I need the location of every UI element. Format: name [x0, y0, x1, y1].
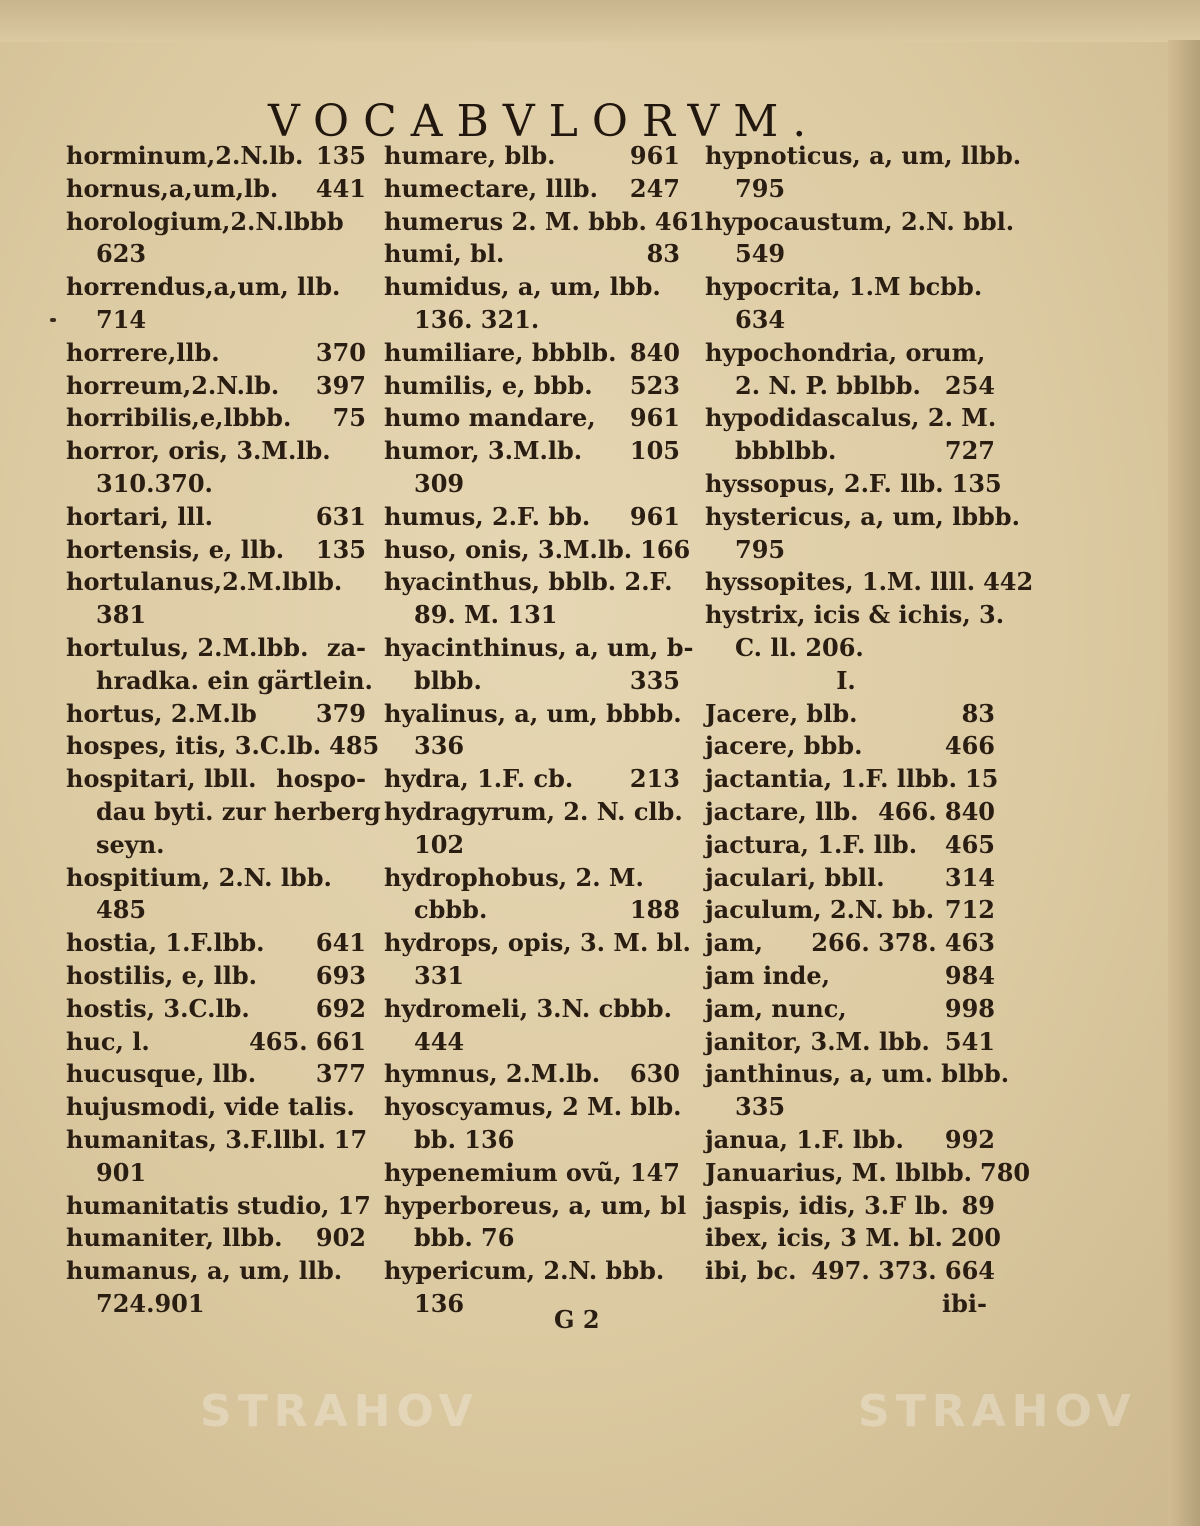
page-top-edge	[0, 0, 1200, 42]
index-entry	[705, 1124, 995, 1157]
entry-page-ref: 213	[629, 764, 680, 794]
entry-term: humor, 3.M.lb.	[384, 436, 583, 466]
entry-term: hospitium, 2.N. lbb.	[66, 862, 332, 892]
index-entry	[384, 1058, 680, 1091]
index-entry	[384, 894, 680, 927]
entry-term: 309	[414, 468, 465, 498]
entry-term: 331	[414, 960, 465, 990]
entry-term: 485	[96, 895, 147, 925]
entry-term: huc, l.	[66, 1026, 150, 1056]
index-entry	[66, 271, 366, 304]
entry-term: hypericum, 2.N. bbb.	[384, 1256, 665, 1286]
entry-page-ref: 727	[944, 436, 995, 466]
index-entry	[705, 534, 995, 567]
index-entry	[705, 665, 995, 698]
index-entry	[705, 894, 995, 927]
entry-term: humaniter, llbb.	[66, 1223, 283, 1253]
entry-term: hypenemium ovũ,	[384, 1157, 622, 1187]
entry-page-ref: 15	[964, 764, 999, 794]
entry-term: Jacere, blb.	[705, 698, 858, 728]
entry-page-ref: 465	[944, 829, 995, 859]
entry-term: janitor, 3.M. lbb.	[705, 1026, 930, 1056]
index-entry	[66, 173, 366, 206]
entry-term: horror, oris, 3.M.lb.	[66, 436, 331, 466]
index-entry	[705, 238, 995, 271]
entry-page-ref: 641	[315, 928, 366, 958]
index-entry	[705, 304, 995, 337]
entry-page-ref: za-	[326, 632, 366, 662]
signature-mark: G 2	[554, 1305, 600, 1334]
entry-term: horrendus,a,um, llb.	[66, 272, 341, 302]
entry-page-ref: 466	[944, 731, 995, 761]
index-entry	[66, 370, 366, 403]
entry-term: hortus, 2.M.lb	[66, 698, 257, 728]
entry-page-ref: 379	[315, 698, 366, 728]
index-entry	[66, 1124, 366, 1157]
index-entry	[384, 927, 691, 960]
entry-term: 89. M. 131	[414, 600, 558, 630]
index-entry	[384, 632, 694, 665]
entry-term: 623	[96, 239, 147, 269]
index-entry	[384, 665, 680, 698]
index-entry	[705, 1288, 995, 1321]
index-entry	[705, 1026, 995, 1059]
entry-term: janthinus, a, um. blbb.	[705, 1059, 1010, 1089]
entry-page-ref: 135	[315, 141, 366, 170]
entry-term: hyacinthinus, a, um, b-	[384, 632, 694, 662]
entry-term: hyoscyamus, 2 M. blb.	[384, 1092, 682, 1122]
entry-term: hucusque, llb.	[66, 1059, 257, 1089]
entry-term: horminum,2.N.lb.	[66, 141, 304, 170]
index-entry	[66, 698, 366, 731]
index-entry	[384, 206, 706, 239]
index-entry	[384, 402, 680, 435]
index-entry	[384, 698, 680, 731]
entry-term: hydrophobus, 2. M.	[384, 862, 644, 892]
entry-page-ref: 314	[944, 862, 995, 892]
entry-page-ref: 254	[944, 370, 995, 400]
entry-term: hypochondria, orum,	[705, 337, 986, 367]
entry-term: ibex, icis, 3 M. bl.	[705, 1223, 943, 1253]
index-entry	[384, 271, 680, 304]
index-entry	[66, 238, 366, 271]
index-entry	[66, 665, 373, 698]
index-entry	[705, 501, 1020, 534]
index-entry	[66, 1058, 366, 1091]
index-entry	[384, 599, 680, 632]
running-head-title: VOCABVLORVM.	[268, 96, 821, 147]
entry-term: hystericus, a, um, lbbb.	[705, 501, 1020, 531]
index-entry	[66, 1026, 366, 1059]
entry-page-ref: 631	[315, 501, 366, 531]
entry-page-ref: 83	[961, 698, 995, 728]
entry-page-ref: 712	[944, 895, 995, 925]
index-entry	[66, 304, 366, 337]
index-entry	[384, 304, 680, 337]
entry-page-ref: 465. 661	[249, 1026, 366, 1056]
index-entry	[384, 173, 680, 206]
entry-page-ref: 961	[629, 141, 680, 170]
index-entry	[384, 337, 680, 370]
entry-term: horologium,2.N.lbbb	[66, 206, 344, 236]
entry-page-ref: 998	[944, 993, 995, 1023]
entry-term: ibi-	[942, 1288, 987, 1318]
index-entry	[705, 927, 995, 960]
index-entry	[705, 1091, 995, 1124]
entry-term: hortulus, 2.M.lbb.	[66, 632, 309, 662]
entry-term: hyalinus, a, um, bbbb.	[384, 698, 682, 728]
entry-term: jam inde,	[705, 960, 830, 990]
index-entry	[66, 402, 366, 435]
entry-term: hospes, itis, 3.C.lb.	[66, 731, 322, 761]
entry-term: humanus, a, um, llb.	[66, 1256, 343, 1286]
entry-term: 136. 321.	[414, 304, 540, 334]
entry-term: huso, onis, 3.M.lb.	[384, 534, 633, 564]
entry-page-ref: 147	[629, 1157, 680, 1187]
index-entry	[66, 927, 366, 960]
index-entry	[66, 1288, 366, 1321]
entry-term: bbblbb.	[735, 436, 837, 466]
entry-term: hradka. ein gärtlein.	[96, 665, 373, 695]
entry-term: hyssopites, 1.M. llll.	[705, 567, 976, 597]
index-entry	[66, 862, 366, 895]
entry-page-ref: 377	[315, 1059, 366, 1089]
entry-page-ref: 266. 378. 463	[811, 928, 995, 958]
entry-term: C. ll. 206.	[735, 632, 864, 662]
index-entry	[66, 730, 380, 763]
entry-page-ref: 247	[629, 173, 680, 203]
entry-page-ref: 83	[646, 239, 680, 269]
index-entry	[705, 796, 995, 829]
entry-term: hospitari, lbll.	[66, 764, 257, 794]
index-entry	[705, 1190, 995, 1223]
index-entry	[384, 566, 680, 599]
entry-term: bbb. 76	[414, 1223, 515, 1253]
index-entry	[384, 1255, 680, 1288]
entry-term: 136	[414, 1288, 465, 1318]
entry-page-ref: 135	[951, 468, 1002, 498]
entry-term: janua, 1.F. lbb.	[705, 1124, 904, 1154]
entry-page-ref: 200	[950, 1223, 1001, 1253]
index-entry	[66, 1255, 366, 1288]
entry-page-ref: 780	[980, 1157, 1031, 1187]
entry-term: 901	[96, 1157, 147, 1187]
index-entry	[66, 1157, 366, 1190]
entry-term: hypodidascalus, 2. M.	[705, 403, 997, 433]
index-entry	[705, 698, 995, 731]
index-entry	[66, 829, 366, 862]
index-entry	[384, 1091, 680, 1124]
entry-term: hystrix, icis & ichis, 3.	[705, 600, 1005, 630]
index-entry	[705, 1058, 1010, 1091]
index-entry	[384, 763, 680, 796]
ink-speck	[50, 318, 56, 322]
index-entry	[66, 468, 366, 501]
entry-term: seyn.	[96, 829, 165, 859]
entry-term: humanitas, 3.F.llbl.	[66, 1124, 326, 1154]
entry-term: horribilis,e,lbbb.	[66, 403, 292, 433]
index-entry	[384, 829, 680, 862]
entry-term: humidus, a, um, lbb.	[384, 272, 661, 302]
entry-term: 2. N. P. bblbb.	[735, 370, 921, 400]
entry-term: dau byti. zur herberg	[96, 796, 381, 826]
page-right-edge	[1168, 40, 1200, 1526]
index-entry	[66, 1190, 371, 1223]
index-entry	[384, 1222, 680, 1255]
index-entry	[705, 271, 995, 304]
entry-term: 310.370.	[96, 468, 213, 498]
index-entry	[66, 435, 366, 468]
index-entry	[66, 960, 366, 993]
index-entry	[384, 730, 680, 763]
index-entry	[705, 632, 995, 665]
index-entry	[66, 206, 366, 239]
entry-term: horrere,llb.	[66, 337, 220, 367]
entry-term: blbb.	[414, 665, 482, 695]
index-entry	[66, 534, 366, 567]
index-entry	[705, 370, 995, 403]
entry-term: jactura, 1.F. llb.	[705, 829, 918, 859]
entry-term: hornus,a,um,lb.	[66, 173, 279, 203]
entry-term: I.	[836, 665, 856, 695]
entry-term: jaspis, idis, 3.F lb.	[705, 1190, 949, 1220]
index-entry	[705, 402, 995, 435]
entry-term: 724.901	[96, 1288, 205, 1318]
entry-term: hyperboreus, a, um, bl	[384, 1190, 687, 1220]
index-entry	[705, 993, 995, 1026]
entry-page-ref: 692	[315, 993, 366, 1023]
index-entry	[384, 501, 680, 534]
entry-term: humerus 2. M. bbb.	[384, 206, 647, 236]
index-entry	[66, 796, 381, 829]
entry-term: 336	[414, 731, 465, 761]
index-entry	[705, 435, 995, 468]
index-entry	[705, 468, 1002, 501]
entry-term: ibi, bc.	[705, 1256, 797, 1286]
entry-page-ref: 166	[640, 534, 691, 564]
index-entry	[66, 993, 366, 1026]
entry-term: hortulanus,2.M.lblb.	[66, 567, 343, 597]
entry-term: humectare, lllb.	[384, 173, 598, 203]
entry-term: hydra, 1.F. cb.	[384, 764, 574, 794]
entry-term: hydragyrum, 2. N. clb.	[384, 796, 683, 826]
entry-page-ref: 188	[629, 895, 680, 925]
entry-term: jam,	[705, 928, 763, 958]
index-entry	[705, 763, 999, 796]
entry-term: humilis, e, bbb.	[384, 370, 593, 400]
entry-page-ref: 135	[315, 534, 366, 564]
index-entry	[66, 566, 366, 599]
entry-term: 795	[735, 173, 786, 203]
entry-term: hostilis, e, llb.	[66, 960, 257, 990]
index-entry	[66, 599, 366, 632]
entry-term: Januarius, M. lblbb.	[705, 1157, 972, 1187]
entry-term: humi, bl.	[384, 239, 505, 269]
index-entry	[384, 435, 680, 468]
entry-page-ref: 485	[329, 731, 380, 761]
index-entry	[66, 763, 366, 796]
index-entry	[705, 140, 1022, 173]
entry-term: humus, 2.F. bb.	[384, 501, 591, 531]
index-entry	[66, 337, 366, 370]
index-entry	[384, 960, 680, 993]
entry-term: jaculari, bbll.	[705, 862, 885, 892]
entry-term: 795	[735, 534, 786, 564]
index-entry	[384, 238, 680, 271]
entry-page-ref: 984	[944, 960, 995, 990]
index-entry	[705, 206, 1015, 239]
entry-page-ref: 89	[961, 1190, 995, 1220]
index-column-3	[705, 140, 1034, 1321]
entry-page-ref: 840	[629, 337, 680, 367]
index-entry	[705, 1222, 1001, 1255]
index-entry	[705, 829, 995, 862]
index-entry	[384, 140, 680, 173]
entry-term: jacere, bbb.	[705, 731, 863, 761]
index-entry	[66, 1222, 366, 1255]
entry-term: hujusmodi, vide talis.	[66, 1092, 355, 1122]
entry-page-ref: 466. 840	[878, 796, 995, 826]
entry-page-ref: 961	[629, 403, 680, 433]
entry-term: 714	[96, 304, 147, 334]
watermark-right: STRAHOV	[858, 1386, 1137, 1437]
entry-term: horreum,2.N.lb.	[66, 370, 280, 400]
entry-term: hyssopus, 2.F. llb.	[705, 468, 944, 498]
entry-page-ref: 630	[629, 1059, 680, 1089]
entry-term: humiliare, bbblb.	[384, 337, 617, 367]
entry-term: humanitatis studio,	[66, 1190, 330, 1220]
entry-term: jam, nunc,	[705, 993, 847, 1023]
index-entry	[705, 730, 995, 763]
index-entry	[66, 501, 366, 534]
entry-page-ref: 17	[333, 1124, 368, 1154]
index-entry	[384, 993, 680, 1026]
entry-term: 634	[735, 304, 786, 334]
watermark-left: STRAHOV	[200, 1386, 479, 1437]
entry-term: cbbb.	[414, 895, 488, 925]
index-entry	[384, 796, 683, 829]
entry-term: 549	[735, 239, 786, 269]
entry-term: hydrops, opis, 3. M. bl.	[384, 928, 691, 958]
entry-page-ref: 992	[944, 1124, 995, 1154]
entry-term: hortari, lll.	[66, 501, 213, 531]
index-entry	[705, 337, 995, 370]
index-entry	[384, 862, 680, 895]
index-entry	[384, 1124, 680, 1157]
index-entry	[705, 960, 995, 993]
entry-page-ref: 523	[629, 370, 680, 400]
entry-page-ref: 902	[315, 1223, 366, 1253]
index-entry	[705, 566, 1034, 599]
index-entry	[66, 140, 366, 173]
index-entry	[384, 1157, 680, 1190]
index-entry	[384, 468, 680, 501]
index-entry	[705, 599, 1005, 632]
entry-page-ref: 17	[337, 1190, 371, 1220]
index-column-1	[66, 140, 381, 1321]
index-entry	[66, 632, 366, 665]
entry-page-ref: 541	[944, 1026, 995, 1056]
index-entry	[705, 862, 995, 895]
index-entry	[705, 173, 995, 206]
entry-term: 381	[96, 600, 147, 630]
entry-page-ref: hospo-	[276, 764, 366, 794]
index-entry	[705, 1255, 995, 1288]
entry-term: jactantia, 1.F. llbb.	[705, 764, 957, 794]
entry-term: hostis, 3.C.lb.	[66, 993, 250, 1023]
index-entry	[66, 1091, 366, 1124]
index-entry	[705, 1157, 1031, 1190]
entry-term: 444	[414, 1026, 465, 1056]
entry-page-ref: 335	[629, 665, 680, 695]
index-entry	[384, 1288, 680, 1321]
entry-term: humo mandare,	[384, 403, 596, 433]
entry-page-ref: 75	[332, 403, 366, 433]
entry-page-ref: 370	[315, 337, 366, 367]
entry-page-ref: 442	[983, 567, 1034, 597]
entry-term: 102	[414, 829, 465, 859]
entry-term: jactare, llb.	[705, 796, 859, 826]
entry-page-ref: 461	[654, 206, 706, 236]
entry-term: humare, blb.	[384, 141, 556, 170]
index-column-2	[384, 140, 706, 1321]
entry-page-ref: 693	[315, 960, 366, 990]
entry-term: hypocrita, 1.M bcbb.	[705, 272, 983, 302]
index-entry	[384, 1026, 680, 1059]
entry-page-ref: 441	[315, 173, 366, 203]
entry-page-ref: 105	[629, 436, 680, 466]
entry-page-ref: 961	[629, 501, 680, 531]
entry-term: hydromeli, 3.N. cbbb.	[384, 993, 672, 1023]
entry-term: hyacinthus, bblb. 2.F.	[384, 567, 673, 597]
entry-term: bb. 136	[414, 1124, 515, 1154]
index-entry	[384, 370, 680, 403]
entry-term: hypocaustum, 2.N. bbl.	[705, 206, 1015, 236]
index-entry	[66, 894, 366, 927]
entry-term: 335	[735, 1092, 786, 1122]
entry-page-ref: 397	[315, 370, 366, 400]
entry-term: hypnoticus, a, um, llbb.	[705, 141, 1022, 170]
entry-term: jaculum, 2.N. bb.	[705, 895, 935, 925]
entry-term: hortensis, e, llb.	[66, 534, 285, 564]
index-entry	[384, 534, 691, 567]
entry-page-ref: 497. 373. 664	[811, 1256, 995, 1286]
entry-term: hymnus, 2.M.lb.	[384, 1059, 601, 1089]
index-entry	[384, 1190, 687, 1223]
entry-term: hostia, 1.F.lbb.	[66, 928, 265, 958]
